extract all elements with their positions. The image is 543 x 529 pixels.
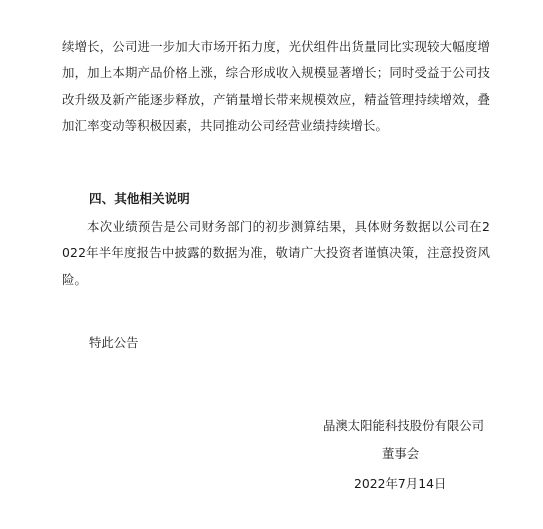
closing-statement: 特此公告 xyxy=(89,335,139,350)
body-paragraph-disclaimer: 本次业绩预告是公司财务部门的初步测算结果，具体财务数据以公司在2022年半年度报告中披露的数据为准，敬请广大投资者谨慎决策，注意投资风险。 xyxy=(62,219,490,287)
section-heading-other-notes: 四、其他相关说明 xyxy=(89,191,190,206)
signature-date: 2022年7月14日 xyxy=(354,476,447,491)
signature-company: 晶澳太阳能科技股份有限公司 xyxy=(323,418,485,433)
signature-board: 董事会 xyxy=(382,446,420,461)
body-paragraph-results-explanation: 续增长，公司进一步加大市场开拓力度，光伏组件出货量同比实现较大幅度增加，加上本期产品价格上涨，综合形成收入规模显著增长；同时受益于公司技改升级及新产能逐步释放，产销量增长带来规模效应，精益管理持续增效，叠加汇率变动等积极因素，共同推动公司经营业绩持续增长。 xyxy=(62,39,490,134)
